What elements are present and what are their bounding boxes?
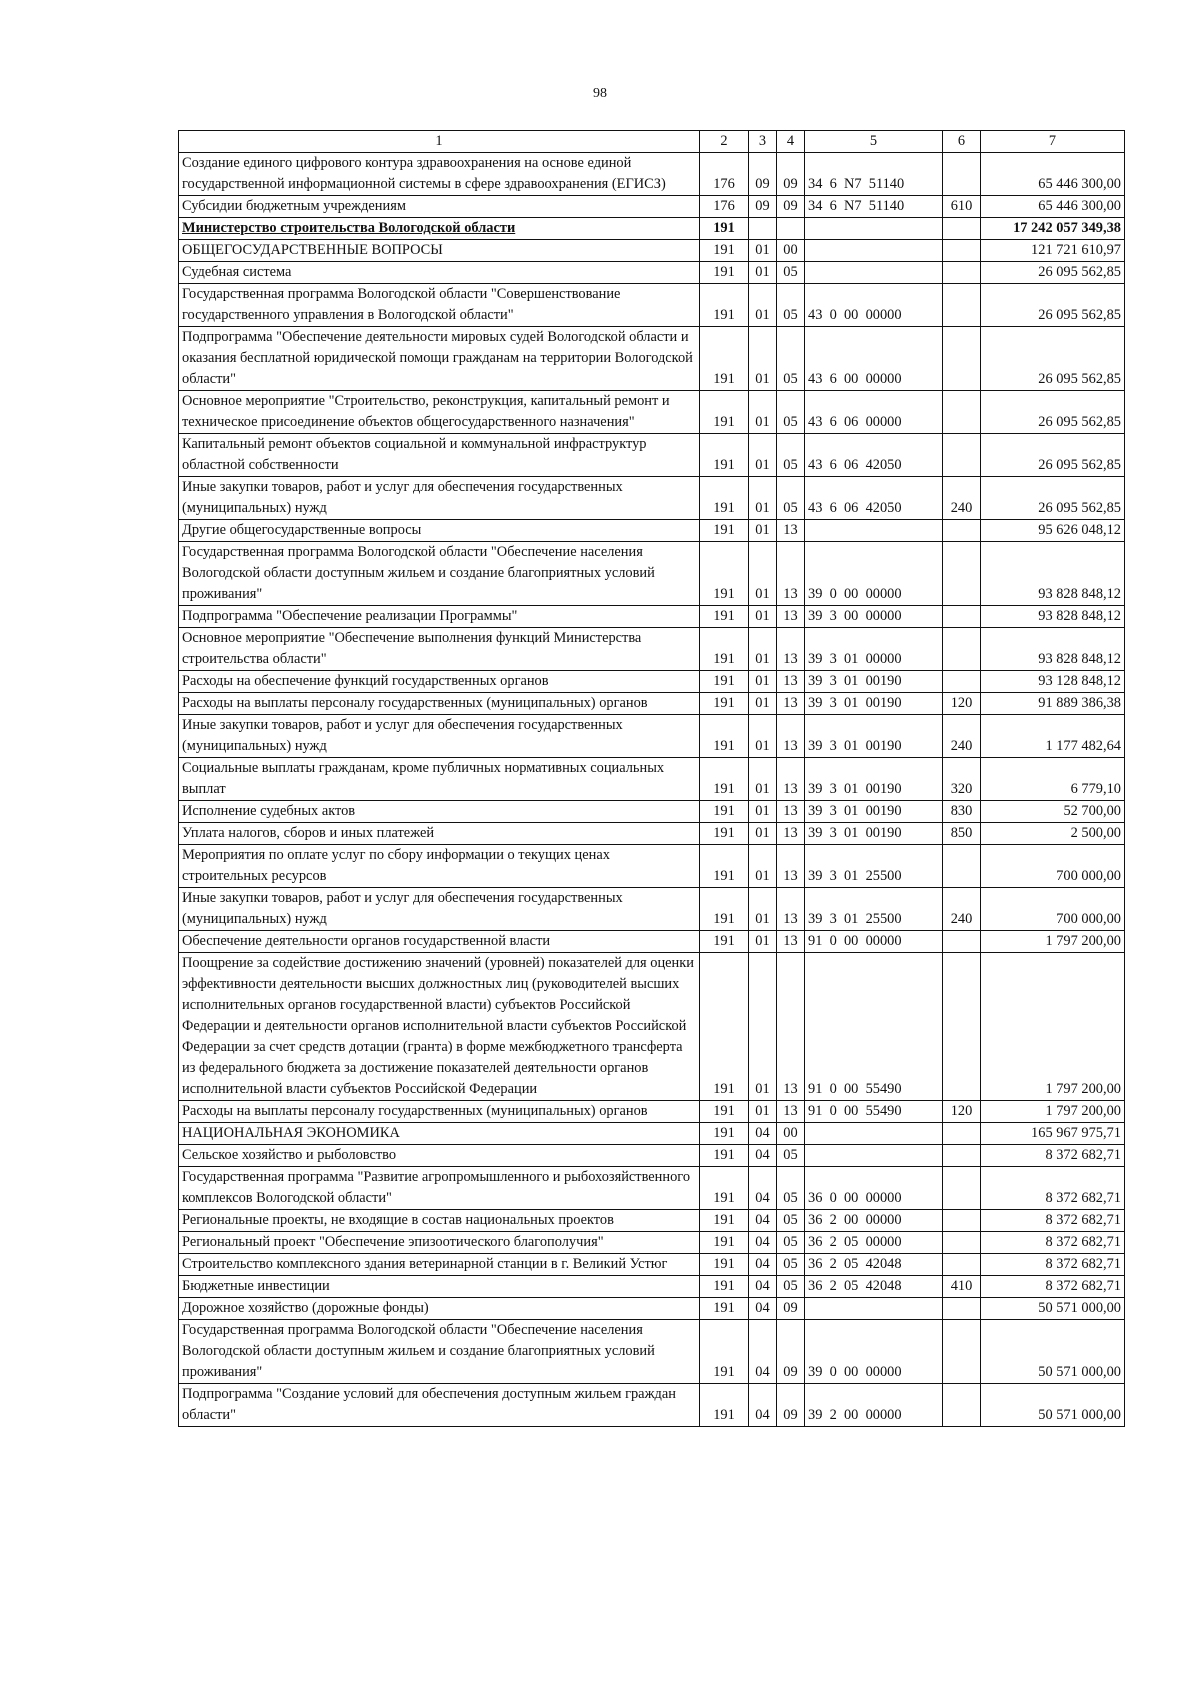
cell-sum: 50 571 000,00: [981, 1298, 1125, 1320]
cell-expense-type: 610: [943, 196, 981, 218]
cell-subsection: 13: [777, 671, 805, 693]
cell-target-article: 39 2 00 00000: [805, 1384, 943, 1427]
cell-code: 191: [700, 1254, 749, 1276]
cell-section: 04: [749, 1167, 777, 1210]
cell-subsection: 05: [777, 1254, 805, 1276]
cell-name: Государственная программа Вологодской области "Обеспечение населения Вологодской области доступным жильем и создание благоприятных условий проживания": [179, 542, 700, 606]
cell-sum: 26 095 562,85: [981, 391, 1125, 434]
cell-name: Создание единого цифрового контура здравоохранения на основе единой государственной информационной системы в сфере здравоохранения (ЕГИСЗ): [179, 153, 700, 196]
table-row: [179, 391, 1125, 434]
header-cell-code: 2: [700, 131, 749, 153]
header-cell-subsection: 4: [777, 131, 805, 153]
cell-code: 191: [700, 823, 749, 845]
cell-section: 01: [749, 671, 777, 693]
cell-section: 01: [749, 327, 777, 391]
cell-name: Региональный проект "Обеспечение эпизоотического благополучия": [179, 1232, 700, 1254]
table-header-row: [179, 131, 1125, 153]
cell-code: 191: [700, 931, 749, 953]
cell-sum: 1 797 200,00: [981, 931, 1125, 953]
cell-subsection: 05: [777, 391, 805, 434]
cell-expense-type: [943, 1320, 981, 1384]
table-row: [179, 153, 1125, 196]
cell-target-article: 39 3 01 00190: [805, 801, 943, 823]
cell-code: 191: [700, 262, 749, 284]
cell-sum: 8 372 682,71: [981, 1210, 1125, 1232]
cell-section: 01: [749, 801, 777, 823]
cell-expense-type: 240: [943, 888, 981, 931]
cell-subsection: 00: [777, 1123, 805, 1145]
cell-sum: 8 372 682,71: [981, 1167, 1125, 1210]
cell-name: Государственная программа "Развитие агропромышленного и рыбохозяйственного комплексов Вологодской области": [179, 1167, 700, 1210]
cell-target-article: 43 6 06 42050: [805, 477, 943, 520]
cell-expense-type: [943, 671, 981, 693]
cell-section: 09: [749, 153, 777, 196]
cell-name: Государственная программа Вологодской области "Обеспечение населения Вологодской области доступным жильем и создание благоприятных условий проживания": [179, 1320, 700, 1384]
cell-expense-type: [943, 845, 981, 888]
cell-section: 01: [749, 262, 777, 284]
cell-expense-type: [943, 153, 981, 196]
header-cell-section: 3: [749, 131, 777, 153]
cell-expense-type: [943, 953, 981, 1101]
cell-code: 191: [700, 715, 749, 758]
cell-expense-type: [943, 284, 981, 327]
cell-code: 191: [700, 953, 749, 1101]
cell-sum: 95 626 048,12: [981, 520, 1125, 542]
cell-expense-type: [943, 240, 981, 262]
cell-target-article: [805, 1123, 943, 1145]
cell-sum: 8 372 682,71: [981, 1276, 1125, 1298]
cell-subsection: 09: [777, 153, 805, 196]
table-row: [179, 1145, 1125, 1167]
table-row: [179, 1320, 1125, 1384]
cell-code: 191: [700, 1320, 749, 1384]
cell-target-article: 34 6 N7 51140: [805, 196, 943, 218]
cell-sum: 50 571 000,00: [981, 1384, 1125, 1427]
cell-code: 176: [700, 153, 749, 196]
cell-expense-type: 120: [943, 1101, 981, 1123]
cell-name: Дорожное хозяйство (дорожные фонды): [179, 1298, 700, 1320]
cell-expense-type: [943, 218, 981, 240]
cell-sum: 26 095 562,85: [981, 284, 1125, 327]
table-row: [179, 801, 1125, 823]
cell-code: 191: [700, 1101, 749, 1123]
cell-code: 191: [700, 1298, 749, 1320]
table-row: [179, 262, 1125, 284]
table-row: [179, 1384, 1125, 1427]
cell-sum: 1 797 200,00: [981, 1101, 1125, 1123]
cell-expense-type: [943, 262, 981, 284]
cell-code: 191: [700, 1384, 749, 1427]
cell-target-article: [805, 520, 943, 542]
cell-expense-type: [943, 1210, 981, 1232]
cell-expense-type: 120: [943, 693, 981, 715]
cell-target-article: 91 0 00 55490: [805, 953, 943, 1101]
header-cell-sum: 7: [981, 131, 1125, 153]
table-row: [179, 196, 1125, 218]
cell-code: 191: [700, 1232, 749, 1254]
cell-section: 09: [749, 196, 777, 218]
cell-subsection: 05: [777, 1276, 805, 1298]
table-row: [179, 1254, 1125, 1276]
cell-sum: 8 372 682,71: [981, 1254, 1125, 1276]
cell-section: 01: [749, 845, 777, 888]
cell-expense-type: 240: [943, 477, 981, 520]
cell-section: 04: [749, 1384, 777, 1427]
cell-target-article: 39 3 01 00190: [805, 693, 943, 715]
table-row: [179, 628, 1125, 671]
cell-sum: 26 095 562,85: [981, 434, 1125, 477]
cell-target-article: 39 3 01 00190: [805, 758, 943, 801]
cell-sum: 65 446 300,00: [981, 153, 1125, 196]
cell-expense-type: [943, 434, 981, 477]
cell-code: 191: [700, 801, 749, 823]
cell-sum: 2 500,00: [981, 823, 1125, 845]
table-row: [179, 1276, 1125, 1298]
cell-sum: 700 000,00: [981, 888, 1125, 931]
cell-expense-type: [943, 391, 981, 434]
cell-name: Региональные проекты, не входящие в состав национальных проектов: [179, 1210, 700, 1232]
cell-name: Иные закупки товаров, работ и услуг для обеспечения государственных (муниципальных) нужд: [179, 715, 700, 758]
table-row: [179, 434, 1125, 477]
cell-sum: 91 889 386,38: [981, 693, 1125, 715]
header-cell-name: 1: [179, 131, 700, 153]
cell-section: 01: [749, 628, 777, 671]
cell-sum: 17 242 057 349,38: [981, 218, 1125, 240]
table-row: [179, 1101, 1125, 1123]
cell-target-article: 43 0 00 00000: [805, 284, 943, 327]
cell-section: 04: [749, 1320, 777, 1384]
cell-code: 191: [700, 693, 749, 715]
cell-section: 01: [749, 953, 777, 1101]
cell-sum: 26 095 562,85: [981, 262, 1125, 284]
cell-sum: 8 372 682,71: [981, 1232, 1125, 1254]
cell-name: Подпрограмма "Обеспечение реализации Программы": [179, 606, 700, 628]
cell-name: Расходы на выплаты персоналу государственных (муниципальных) органов: [179, 1101, 700, 1123]
table-row: [179, 1210, 1125, 1232]
cell-section: 01: [749, 542, 777, 606]
cell-expense-type: [943, 1298, 981, 1320]
cell-subsection: 05: [777, 327, 805, 391]
cell-code: 191: [700, 434, 749, 477]
cell-sum: 121 721 610,97: [981, 240, 1125, 262]
cell-section: 01: [749, 758, 777, 801]
cell-sum: 6 779,10: [981, 758, 1125, 801]
cell-subsection: 00: [777, 240, 805, 262]
cell-expense-type: [943, 1123, 981, 1145]
page-number: 98: [593, 86, 607, 101]
cell-subsection: 05: [777, 1232, 805, 1254]
cell-expense-type: 830: [943, 801, 981, 823]
cell-code: 191: [700, 606, 749, 628]
cell-target-article: [805, 262, 943, 284]
cell-code: 191: [700, 391, 749, 434]
cell-target-article: 39 3 01 00190: [805, 823, 943, 845]
cell-code: 191: [700, 1210, 749, 1232]
table-row: [179, 671, 1125, 693]
cell-code: 191: [700, 240, 749, 262]
cell-subsection: 05: [777, 1145, 805, 1167]
cell-name: Основное мероприятие "Строительство, реконструкция, капитальный ремонт и техническое присоединение объектов общегосударственного назначения": [179, 391, 700, 434]
cell-name: Мероприятия по оплате услуг по сбору информации о текущих ценах строительных ресурсов: [179, 845, 700, 888]
cell-target-article: [805, 1298, 943, 1320]
cell-expense-type: [943, 931, 981, 953]
cell-target-article: 36 0 00 00000: [805, 1167, 943, 1210]
cell-expense-type: [943, 520, 981, 542]
cell-section: 04: [749, 1276, 777, 1298]
cell-subsection: 13: [777, 845, 805, 888]
cell-subsection: 13: [777, 542, 805, 606]
cell-sum: 1 177 482,64: [981, 715, 1125, 758]
cell-code: 191: [700, 542, 749, 606]
cell-code: 191: [700, 758, 749, 801]
cell-code: 191: [700, 1276, 749, 1298]
cell-target-article: [805, 1145, 943, 1167]
cell-section: 04: [749, 1254, 777, 1276]
cell-subsection: 09: [777, 1298, 805, 1320]
cell-expense-type: 410: [943, 1276, 981, 1298]
cell-sum: 8 372 682,71: [981, 1145, 1125, 1167]
cell-name: Социальные выплаты гражданам, кроме публичных нормативных социальных выплат: [179, 758, 700, 801]
cell-section: 04: [749, 1210, 777, 1232]
cell-expense-type: 850: [943, 823, 981, 845]
cell-expense-type: [943, 606, 981, 628]
cell-section: 01: [749, 715, 777, 758]
cell-subsection: 13: [777, 520, 805, 542]
cell-target-article: 43 6 06 42050: [805, 434, 943, 477]
cell-subsection: 05: [777, 1167, 805, 1210]
cell-target-article: 39 0 00 00000: [805, 542, 943, 606]
cell-target-article: 43 6 06 00000: [805, 391, 943, 434]
cell-code: 191: [700, 671, 749, 693]
cell-expense-type: [943, 542, 981, 606]
table-row: [179, 953, 1125, 1101]
cell-code: 191: [700, 327, 749, 391]
cell-target-article: 36 2 05 00000: [805, 1232, 943, 1254]
cell-name: Субсидии бюджетным учреждениям: [179, 196, 700, 218]
cell-subsection: 13: [777, 931, 805, 953]
cell-sum: 1 797 200,00: [981, 953, 1125, 1101]
table-row: [179, 823, 1125, 845]
cell-code: 191: [700, 1123, 749, 1145]
table-row: [179, 931, 1125, 953]
cell-name: Государственная программа Вологодской области "Совершенствование государственного управления в Вологодской области": [179, 284, 700, 327]
cell-name: Расходы на выплаты персоналу государственных (муниципальных) органов: [179, 693, 700, 715]
cell-subsection: 09: [777, 1320, 805, 1384]
cell-subsection: 05: [777, 1210, 805, 1232]
table-row: [179, 715, 1125, 758]
cell-section: 01: [749, 434, 777, 477]
cell-sum: 52 700,00: [981, 801, 1125, 823]
cell-sum: 93 828 848,12: [981, 606, 1125, 628]
cell-expense-type: [943, 1254, 981, 1276]
cell-name: Исполнение судебных актов: [179, 801, 700, 823]
budget-table: [178, 130, 1125, 1427]
header-cell-target-article: 5: [805, 131, 943, 153]
cell-subsection: 05: [777, 262, 805, 284]
table-row: [179, 1123, 1125, 1145]
cell-name: Подпрограмма "Обеспечение деятельности мировых судей Вологодской области и оказания бесплатной юридической помощи гражданам на территории Вологодской области": [179, 327, 700, 391]
table-row: [179, 1298, 1125, 1320]
cell-subsection: 13: [777, 801, 805, 823]
cell-section: 04: [749, 1123, 777, 1145]
cell-section: 01: [749, 477, 777, 520]
cell-target-article: 39 0 00 00000: [805, 1320, 943, 1384]
cell-expense-type: [943, 1232, 981, 1254]
cell-code: 176: [700, 196, 749, 218]
cell-expense-type: 240: [943, 715, 981, 758]
cell-name: Судебная система: [179, 262, 700, 284]
cell-sum: 93 128 848,12: [981, 671, 1125, 693]
cell-subsection: 13: [777, 628, 805, 671]
cell-name: НАЦИОНАЛЬНАЯ ЭКОНОМИКА: [179, 1123, 700, 1145]
header-cell-expense-type: 6: [943, 131, 981, 153]
cell-target-article: 36 2 05 42048: [805, 1276, 943, 1298]
cell-sum: 700 000,00: [981, 845, 1125, 888]
cell-subsection: 13: [777, 715, 805, 758]
cell-code: 191: [700, 1145, 749, 1167]
cell-section: 01: [749, 284, 777, 327]
cell-section: 01: [749, 1101, 777, 1123]
table-row: [179, 218, 1125, 240]
cell-expense-type: [943, 1145, 981, 1167]
cell-code: 191: [700, 477, 749, 520]
cell-name: Капитальный ремонт объектов социальной и коммунальной инфраструктур областной собственности: [179, 434, 700, 477]
cell-code: 191: [700, 628, 749, 671]
cell-target-article: 39 3 01 25500: [805, 845, 943, 888]
cell-name: Бюджетные инвестиции: [179, 1276, 700, 1298]
cell-target-article: 36 2 05 42048: [805, 1254, 943, 1276]
cell-subsection: 05: [777, 284, 805, 327]
cell-expense-type: 320: [943, 758, 981, 801]
cell-target-article: 43 6 00 00000: [805, 327, 943, 391]
table-body: [179, 131, 1125, 1427]
cell-target-article: 39 3 00 00000: [805, 606, 943, 628]
cell-subsection: 13: [777, 758, 805, 801]
table-row: [179, 327, 1125, 391]
cell-name: Строительство комплексного здания ветеринарной станции в г. Великий Устюг: [179, 1254, 700, 1276]
cell-code: 191: [700, 218, 749, 240]
cell-subsection: 13: [777, 823, 805, 845]
cell-name: Подпрограмма "Создание условий для обеспечения доступным жильем граждан области": [179, 1384, 700, 1427]
table-row: [179, 240, 1125, 262]
cell-section: 01: [749, 823, 777, 845]
cell-target-article: 91 0 00 55490: [805, 1101, 943, 1123]
cell-code: 191: [700, 520, 749, 542]
cell-sum: 165 967 975,71: [981, 1123, 1125, 1145]
cell-target-article: 34 6 N7 51140: [805, 153, 943, 196]
cell-section: 04: [749, 1298, 777, 1320]
table-row: [179, 477, 1125, 520]
cell-subsection: 09: [777, 196, 805, 218]
cell-section: 01: [749, 888, 777, 931]
table-row: [179, 520, 1125, 542]
cell-name: Сельское хозяйство и рыболовство: [179, 1145, 700, 1167]
cell-target-article: 91 0 00 00000: [805, 931, 943, 953]
cell-name: Министерство строительства Вологодской области: [179, 218, 700, 240]
cell-target-article: 36 2 00 00000: [805, 1210, 943, 1232]
cell-subsection: 13: [777, 953, 805, 1101]
table-row: [179, 542, 1125, 606]
cell-section: 01: [749, 693, 777, 715]
cell-section: 01: [749, 931, 777, 953]
cell-sum: 93 828 848,12: [981, 628, 1125, 671]
cell-code: 191: [700, 284, 749, 327]
cell-name: Обеспечение деятельности органов государственной власти: [179, 931, 700, 953]
cell-name: Расходы на обеспечение функций государственных органов: [179, 671, 700, 693]
cell-subsection: 13: [777, 1101, 805, 1123]
cell-section: [749, 218, 777, 240]
cell-name: Иные закупки товаров, работ и услуг для обеспечения государственных (муниципальных) нужд: [179, 477, 700, 520]
cell-target-article: 39 3 01 00000: [805, 628, 943, 671]
cell-name: Основное мероприятие "Обеспечение выполнения функций Министерства строительства области": [179, 628, 700, 671]
cell-sum: 65 446 300,00: [981, 196, 1125, 218]
cell-target-article: 39 3 01 00190: [805, 671, 943, 693]
cell-subsection: 13: [777, 888, 805, 931]
cell-sum: 50 571 000,00: [981, 1320, 1125, 1384]
cell-subsection: 05: [777, 434, 805, 477]
cell-expense-type: [943, 327, 981, 391]
cell-name: Другие общегосударственные вопросы: [179, 520, 700, 542]
cell-code: 191: [700, 888, 749, 931]
cell-expense-type: [943, 1167, 981, 1210]
cell-subsection: 13: [777, 606, 805, 628]
cell-section: 01: [749, 606, 777, 628]
table-row: [179, 1232, 1125, 1254]
table-row: [179, 888, 1125, 931]
cell-code: 191: [700, 1167, 749, 1210]
cell-name: ОБЩЕГОСУДАРСТВЕННЫЕ ВОПРОСЫ: [179, 240, 700, 262]
table-row: [179, 606, 1125, 628]
cell-section: 01: [749, 240, 777, 262]
cell-subsection: 05: [777, 477, 805, 520]
cell-name: Иные закупки товаров, работ и услуг для обеспечения государственных (муниципальных) нужд: [179, 888, 700, 931]
cell-section: 04: [749, 1145, 777, 1167]
cell-section: 04: [749, 1232, 777, 1254]
table-row: [179, 693, 1125, 715]
table-row: [179, 284, 1125, 327]
cell-target-article: [805, 218, 943, 240]
table-row: [179, 1167, 1125, 1210]
cell-sum: 26 095 562,85: [981, 327, 1125, 391]
cell-sum: 93 828 848,12: [981, 542, 1125, 606]
cell-expense-type: [943, 628, 981, 671]
cell-expense-type: [943, 1384, 981, 1427]
cell-name: Поощрение за содействие достижению значений (уровней) показателей для оценки эффективности деятельности высших должностных лиц (руководителей высших исполнительных органов государственной власти) субъектов Российской Федерации и деятельности органов исполнительной власти субъектов Российской Федерации за счет средств дотации (гранта) в форме межбюджетного трансферта из федерального бюджета за достижение показателей деятельности органов исполнительной власти субъектов Российской Федерации: [179, 953, 700, 1101]
table-row: [179, 758, 1125, 801]
cell-subsection: 09: [777, 1384, 805, 1427]
cell-target-article: 39 3 01 25500: [805, 888, 943, 931]
cell-target-article: [805, 240, 943, 262]
cell-code: 191: [700, 845, 749, 888]
cell-name: Уплата налогов, сборов и иных платежей: [179, 823, 700, 845]
cell-subsection: 13: [777, 693, 805, 715]
cell-sum: 26 095 562,85: [981, 477, 1125, 520]
cell-section: 01: [749, 520, 777, 542]
table-row: [179, 845, 1125, 888]
cell-target-article: 39 3 01 00190: [805, 715, 943, 758]
cell-section: 01: [749, 391, 777, 434]
cell-subsection: [777, 218, 805, 240]
